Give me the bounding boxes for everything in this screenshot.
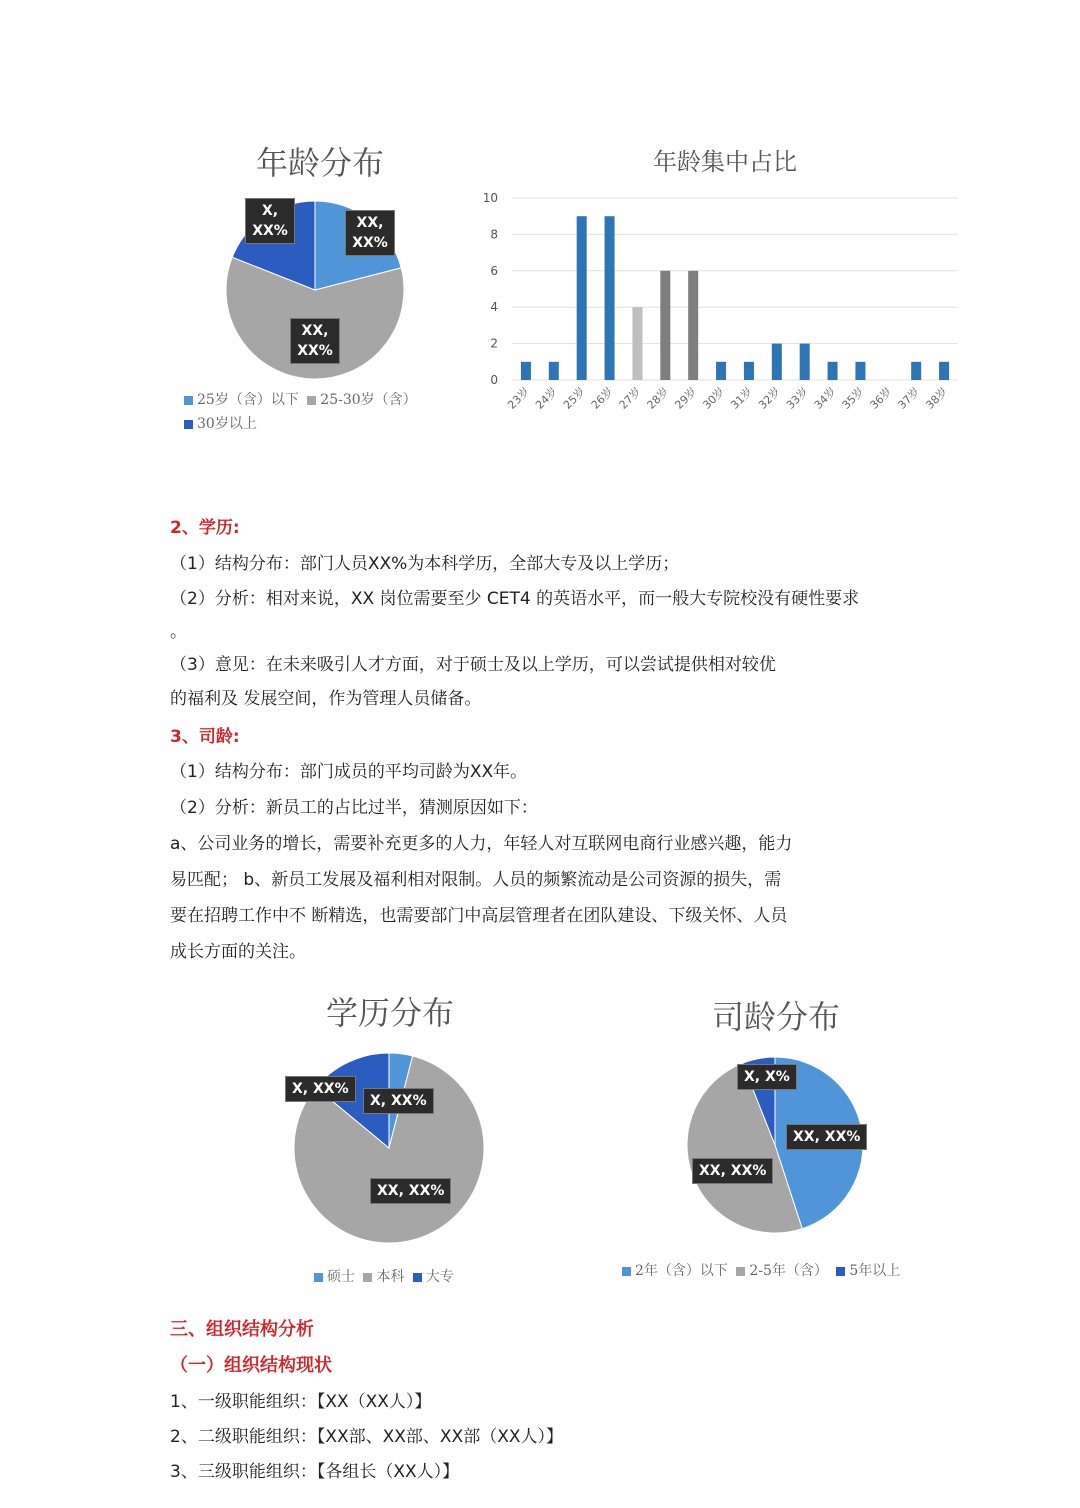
x-tick-label: 34岁 [811,384,839,412]
edu-pie-label-master: X, XX% [363,1088,434,1114]
legend-swatch [736,1267,745,1276]
tenure-reason-line-2: 易匹配； b、新员工发展及福利相对限制。人员的频繁流动是公司资源的损失，需 [170,870,782,890]
legend-label: 25岁（含）以下 [197,392,299,408]
x-tick-label: 29岁 [672,384,700,412]
bar [521,362,531,380]
legend-label: 本科 [376,1269,405,1285]
tenure-pie-label-over5: X, X% [737,1064,797,1090]
bar [577,216,587,380]
edu-paragraph-3a: （3）意见：在未来吸引人才方面，对于硕士及以上学历，可以尝试提供相对较优 [170,655,776,675]
x-tick-label: 25岁 [560,384,588,412]
legend-label: 30岁以上 [197,416,257,432]
age-pie-title: 年龄分布 [255,144,384,182]
tenure-pie-legend [618,1260,900,1280]
x-tick-label: 30岁 [700,384,728,412]
x-tick-label: 36岁 [867,384,895,412]
x-tick-label: 26岁 [588,384,616,412]
y-tick-label: 6 [490,263,498,278]
legend-swatch [184,420,193,429]
legend-swatch [307,396,316,405]
x-tick-label: 24岁 [533,384,560,412]
legend-label: 25-30岁（含） [320,392,417,408]
legend-swatch [622,1267,631,1276]
org-level-2: 2、二级职能组织：【XX部、XX部、XX部（XX人）】 [170,1427,563,1447]
y-tick-label: 8 [490,227,498,242]
tenure-reason-line-4: 成长方面的关注。 [170,942,306,962]
bar [660,271,670,380]
org-level-3: 3、三级职能组织：【各组长（XX人）】 [170,1462,460,1482]
legend-swatch [184,396,193,405]
legend-label: 大专 [425,1269,454,1285]
tenure-paragraph-1: （1）结构分布：部门成员的平均司龄为XX年。 [170,762,528,782]
bar [632,307,642,380]
edu-pie-legend [310,1266,454,1286]
age-pie-label-over30: X, XX% [245,198,295,244]
org-subheading: （一）组织结构现状 [170,1355,332,1376]
x-tick-label: 33岁 [783,384,811,412]
edu-heading: 2、学历: [170,518,240,538]
age-pie-label-25-30: XX, XX% [290,318,340,364]
tenure-reason-line-3: 要在招聘工作中不 断精选，也需要部门中高层管理者在团队建设、下级关怀、人员 [170,906,788,926]
x-tick-label: 38岁 [923,384,951,412]
y-tick-label: 4 [490,300,498,315]
age-pie-legend [180,388,450,436]
tenure-pie-label-2-5: XX, XX% [692,1158,773,1184]
x-tick-label: 31岁 [728,384,756,412]
bar [800,344,810,380]
legend-label: 2-5年（含） [749,1263,828,1279]
age-bar-chart [470,180,970,450]
legend-swatch [314,1273,323,1282]
tenure-heading: 3、司龄: [170,727,240,747]
bar [688,271,698,380]
legend-label: 硕士 [327,1269,355,1285]
edu-pie-label-bachelor: XX, XX% [370,1178,451,1204]
bar [605,216,615,380]
tenure-reason-line-1: a、公司业务的增长，需要补充更多的人力，年轻人对互联网电商行业感兴趣，能力 [170,834,793,854]
x-tick-label: 37岁 [895,384,923,412]
age-pie-label-under25: XX, XX% [345,210,395,256]
bar [772,344,782,380]
x-tick-label: 23岁 [505,384,533,412]
edu-paragraph-2: （2）分析：相对来说，XX 岗位需要至少 CET4 的英语水平，而一般大专院校没有硬性要求 [170,589,860,609]
y-tick-label: 10 [482,191,498,205]
y-tick-label: 0 [490,373,498,387]
edu-pie-title: 学历分布 [325,994,454,1032]
org-heading: 三、组织结构分析 [170,1319,314,1340]
bar [828,362,838,380]
legend-label: 5年以上 [849,1263,901,1279]
tenure-pie-title: 司龄分布 [711,998,840,1036]
edu-paragraph-1: （1）结构分布：部门人员XX%为本科学历，全部大专及以上学历； [170,554,680,574]
legend-label: 2年（含）以下 [635,1263,728,1279]
bar [855,362,865,380]
legend-swatch [836,1267,845,1276]
x-tick-label: 27岁 [616,384,644,412]
tenure-paragraph-2: （2）分析：新员工的占比过半，猜测原因如下： [170,798,538,818]
org-level-1: 1、一级职能组织：【XX（XX人）】 [170,1392,432,1412]
bar [716,362,726,380]
legend-swatch [363,1273,372,1282]
x-tick-label: 32岁 [756,384,783,412]
bar [744,362,754,380]
bar [939,362,949,380]
x-tick-label: 28岁 [644,384,672,412]
edu-paragraph-3b: 的福利及 发展空间，作为管理人员储备。 [170,689,482,709]
y-tick-label: 2 [490,336,498,351]
legend-swatch [413,1273,422,1282]
tenure-pie-label-under2: XX, XX% [786,1124,867,1150]
x-tick-label: 35岁 [839,384,867,412]
edu-pie-label-college: X, XX% [285,1076,356,1102]
bar [911,362,921,380]
bar [549,362,559,380]
edu-paragraph-2-cont: 。 [170,622,187,642]
age-bar-title: 年龄集中占比 [653,148,797,176]
